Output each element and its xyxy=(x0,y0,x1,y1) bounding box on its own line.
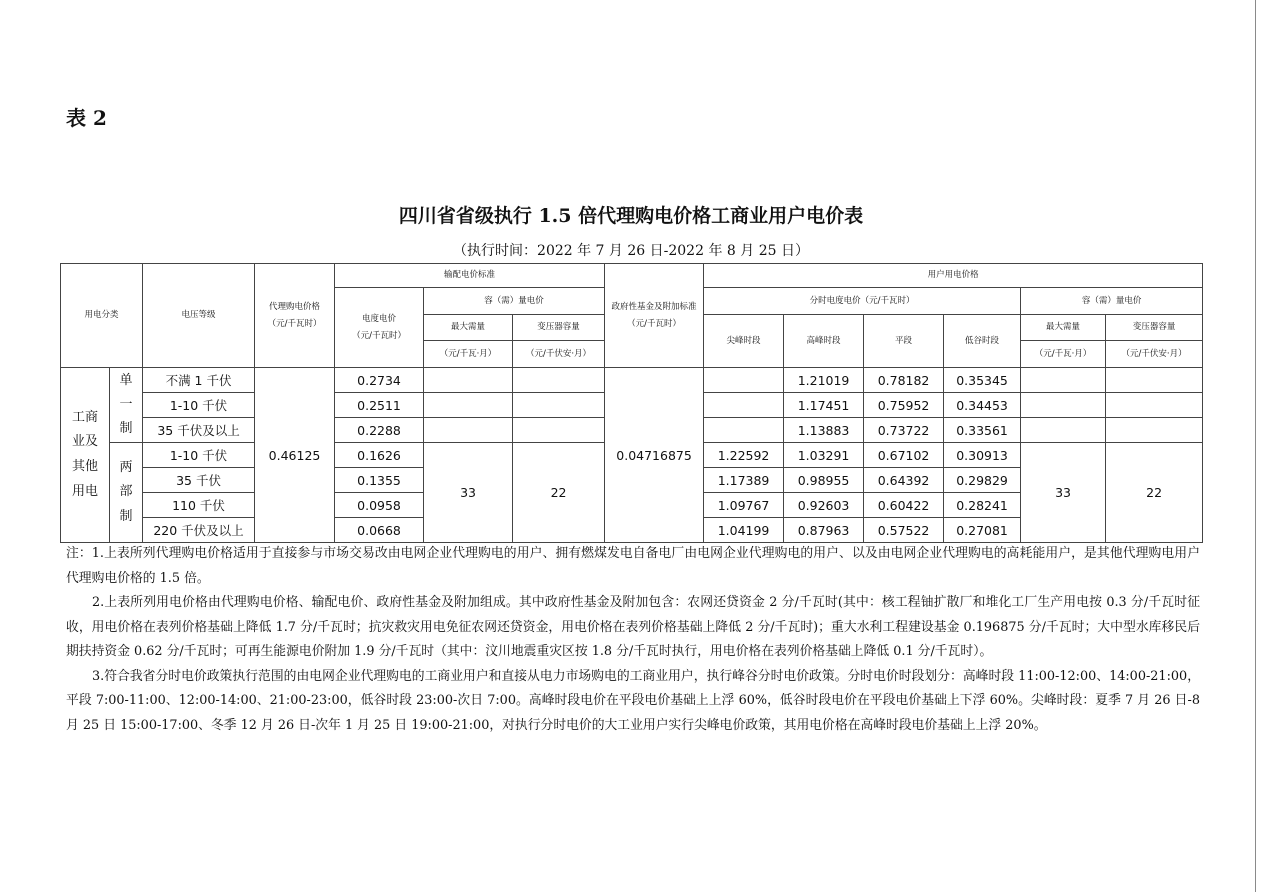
flat-cell: 0.75952 xyxy=(864,393,944,418)
energy-price-cell: 0.2511 xyxy=(335,393,424,418)
header-peak: 高峰时段 xyxy=(784,315,864,368)
sharp-peak-cell: 1.09767 xyxy=(704,493,784,518)
energy-price-cell: 0.1355 xyxy=(335,468,424,493)
header-energy-price: 电度电价 （元/千瓦时） xyxy=(335,288,424,368)
header-voltage: 电压等级 xyxy=(143,264,255,368)
voltage-cell: 35 千伏 xyxy=(143,468,255,493)
user-transformer-cell xyxy=(1106,418,1203,443)
peak-cell: 1.17451 xyxy=(784,393,864,418)
header-gov-fund: 政府性基金及附加标准 （元/千瓦时） xyxy=(605,264,704,368)
sharp-peak-cell: 1.04199 xyxy=(704,518,784,543)
valley-cell: 0.35345 xyxy=(944,368,1021,393)
voltage-cell: 35 千伏及以上 xyxy=(143,418,255,443)
peak-cell: 0.87963 xyxy=(784,518,864,543)
header-max-demand: 最大需量 xyxy=(424,315,513,341)
sharp-peak-cell xyxy=(704,368,784,393)
header-user-capacity: 容（需）量电价 xyxy=(1021,288,1203,315)
header-user-price: 用户用电价格 xyxy=(704,264,1203,288)
user-transformer-cell xyxy=(1106,393,1203,418)
group-two-text: 两部制 xyxy=(119,460,133,524)
header-agency-price: 代理购电价格 （元/千瓦时） xyxy=(255,264,335,368)
flat-cell: 0.57522 xyxy=(864,518,944,543)
transformer-cell: 22 xyxy=(513,443,605,543)
note-1: 注：1.上表所列代理购电价格适用于直接参与市场交易改由电网企业代理购电的用户、拥有燃煤发电自备电厂由电网企业代理购电的用户、以及由电网企业代理购电的高耗能用户，是其他代理购电用户代理购电价格的 1.5 倍。 xyxy=(66,546,1200,586)
flat-cell: 0.60422 xyxy=(864,493,944,518)
header-transmission: 输配电价标准 xyxy=(335,264,605,288)
user-transformer-cell: 22 xyxy=(1106,443,1203,543)
transformer-cell xyxy=(513,418,605,443)
header-category: 用电分类 xyxy=(61,264,143,368)
valley-cell: 0.33561 xyxy=(944,418,1021,443)
transformer-cell xyxy=(513,368,605,393)
group-two-cell xyxy=(110,443,143,543)
energy-price-cell: 0.0958 xyxy=(335,493,424,518)
energy-price-cell: 0.1626 xyxy=(335,443,424,468)
header-flat: 平段 xyxy=(864,315,944,368)
valley-cell: 0.30913 xyxy=(944,443,1021,468)
peak-cell: 0.92603 xyxy=(784,493,864,518)
valley-cell: 0.27081 xyxy=(944,518,1021,543)
note-3: 3.符合我省分时电价政策执行范围的由电网企业代理购电的工商业用户和直接从电力市场购电的工商业用户，执行峰谷分时电价政策。分时电价时段划分：高峰时段 11:00-12:00、14:00-21:00，平段 7:00-11:00、12:00-14:00、21:00-23:00，低谷时段 23:00-次日 7:00。高峰时段电价在平段电价基础上上浮 60%，低谷时段电价在平段电价基础上下浮 60%。尖峰时段：夏季 7 月 26 日-8 月 25 日 15:00-17:00、冬季 12 月 26 日-次年 1 月 25 日 19:00-21:00，对执行分时电价的大工业用户实行尖峰电价政策，其用电价格在高峰时段电价基础上上浮 20%。 xyxy=(66,668,1200,733)
voltage-cell: 1-10 千伏 xyxy=(143,393,255,418)
voltage-cell: 不满 1 千伏 xyxy=(143,368,255,393)
group-single-text: 单一制 xyxy=(119,372,133,437)
header-transformer-unit: （元/千伏安·月） xyxy=(513,341,605,368)
tariff-table xyxy=(60,263,1203,543)
flat-cell: 0.73722 xyxy=(864,418,944,443)
sharp-peak-cell: 1.22592 xyxy=(704,443,784,468)
header-max-demand-unit: （元/千瓦·月） xyxy=(424,341,513,368)
energy-price-cell: 0.2734 xyxy=(335,368,424,393)
peak-cell: 1.13883 xyxy=(784,418,864,443)
user-transformer-cell xyxy=(1106,368,1203,393)
header-user-transformer-unit: （元/千伏安·月） xyxy=(1106,341,1203,368)
energy-price-cell: 0.0668 xyxy=(335,518,424,543)
user-max-demand-cell xyxy=(1021,368,1106,393)
transformer-cell xyxy=(513,393,605,418)
category-cell xyxy=(61,368,110,543)
header-valley: 低谷时段 xyxy=(944,315,1021,368)
peak-cell: 1.21019 xyxy=(784,368,864,393)
header-tou-price: 分时电度电价（元/千瓦时） xyxy=(704,288,1021,315)
header-user-max-demand-unit: （元/千瓦·月） xyxy=(1021,341,1106,368)
header-capacity: 容（需）量电价 xyxy=(424,288,605,315)
valley-cell: 0.34453 xyxy=(944,393,1021,418)
header-user-transformer: 变压器容量 xyxy=(1106,315,1203,341)
table-row xyxy=(61,368,1203,393)
flat-cell: 0.78182 xyxy=(864,368,944,393)
header-sharp-peak: 尖峰时段 xyxy=(704,315,784,368)
user-max-demand-cell xyxy=(1021,418,1106,443)
agency-price-cell: 0.46125 xyxy=(255,368,335,543)
valley-cell: 0.28241 xyxy=(944,493,1021,518)
energy-price-cell: 0.2288 xyxy=(335,418,424,443)
max-demand-cell: 33 xyxy=(424,443,513,543)
user-max-demand-cell: 33 xyxy=(1021,443,1106,543)
sharp-peak-cell xyxy=(704,418,784,443)
valley-cell: 0.29829 xyxy=(944,468,1021,493)
page-edge xyxy=(1255,0,1256,892)
voltage-cell: 1-10 千伏 xyxy=(143,443,255,468)
table-label: 表 2 xyxy=(66,106,107,130)
peak-cell: 0.98955 xyxy=(784,468,864,493)
header-transformer: 变压器容量 xyxy=(513,315,605,341)
sharp-peak-cell xyxy=(704,393,784,418)
category-text: 工商业及其他用电 xyxy=(71,409,98,499)
effective-period: （执行时间：2022 年 7 月 26 日-2022 年 8 月 25 日） xyxy=(453,243,809,259)
sharp-peak-cell: 1.17389 xyxy=(704,468,784,493)
voltage-cell: 110 千伏 xyxy=(143,493,255,518)
user-max-demand-cell xyxy=(1021,393,1106,418)
voltage-cell: 220 千伏及以上 xyxy=(143,518,255,543)
flat-cell: 0.67102 xyxy=(864,443,944,468)
flat-cell: 0.64392 xyxy=(864,468,944,493)
group-single-cell xyxy=(110,368,143,443)
notes xyxy=(66,542,1200,738)
note-2: 2.上表所列用电价格由代理购电价格、输配电价、政府性基金及附加组成。其中政府性基金及附加包含：农网还贷资金 2 分/千瓦时(其中：核工程铀扩散厂和堆化工厂生产用电按 0.3 分/千瓦时征收，用电价格在表列价格基础上降低 1.7 分/千瓦时；抗灾救灾用电免征农网还贷资金，用电价格在表列价格基础上降低 2 分/千瓦时)；重大水利工程建设基金 0.196875 分/千瓦时；大中型水库移民后期扶持资金 0.62 分/千瓦时；可再生能源电价附加 1.9 分/千瓦时（其中：汶川地震重灾区按 1.8 分/千瓦时执行，用电价格在表列价格基础上降低 0.1 分/千瓦时）。 xyxy=(66,595,1200,659)
page-title: 四川省省级执行 1.5 倍代理购电价格工商业用户电价表 xyxy=(398,205,864,227)
max-demand-cell xyxy=(424,418,513,443)
max-demand-cell xyxy=(424,393,513,418)
header-user-max-demand: 最大需量 xyxy=(1021,315,1106,341)
peak-cell: 1.03291 xyxy=(784,443,864,468)
max-demand-cell xyxy=(424,368,513,393)
gov-fund-cell: 0.04716875 xyxy=(605,368,704,543)
